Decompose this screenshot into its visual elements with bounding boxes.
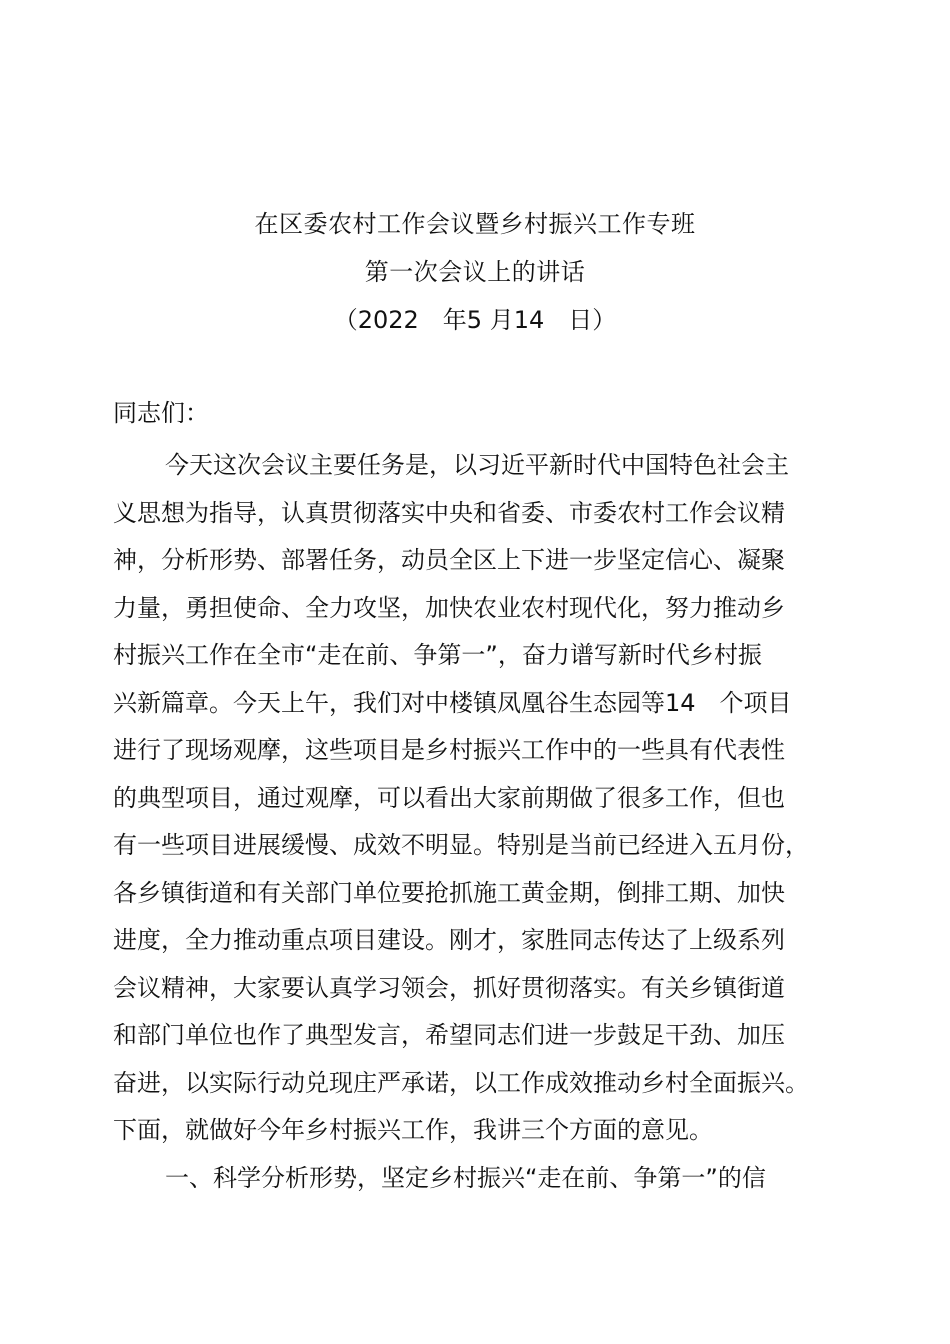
paragraph-line: 的典型项目，通过观摩，可以看出大家前期做了很多工作，但也 [113, 783, 785, 812]
paragraph-line: 今天这次会议主要任务是，以习近平新时代中国特色社会主 [165, 451, 789, 479]
document-subtitle: 第一次会议上的讲话 [364, 258, 586, 286]
document-title: 在区委农村工作会议暨乡村振兴工作专班 [254, 210, 696, 238]
title-block [0, 200, 950, 344]
body-text [113, 442, 848, 1202]
paragraph-line: 兴新篇章。今天上午，我们对中楼镇凤凰谷生态园等14 个项目 [113, 688, 792, 717]
paragraph-line: 村振兴工作在全市“走在前、争第一”，奋力谱写新时代乡村振 [113, 641, 762, 669]
paragraph-line: 力量，勇担使命、全力攻坚，加快农业农村现代化，努力推动乡 [113, 593, 785, 622]
paragraph-line: 神，分析形势、部署任务，动员全区上下进一步坚定信心、凝聚 [113, 546, 785, 574]
paragraph-line: 进度，全力推动重点项目建设。刚才，家胜同志传达了上级系列 [113, 926, 785, 954]
paragraph-line: 义思想为指导，认真贯彻落实中央和省委、市委农村工作会议精 [113, 498, 785, 527]
paragraph-line: 进行了现场观摩，这些项目是乡村振兴工作中的一些具有代表性 [113, 736, 785, 764]
salutation: 同志们： [113, 399, 209, 427]
paragraph-line: 有一些项目进展缓慢、成效不明显。特别是当前已经进入五月份， [113, 831, 809, 859]
paragraph-line: 各乡镇街道和有关部门单位要抢抓施工黄金期，倒排工期、加快 [113, 878, 785, 907]
paragraph-line: 会议精神，大家要认真学习领会，抓好贯彻落实。有关乡镇街道 [113, 973, 785, 1002]
section-heading-line: 一、科学分析形势，坚定乡村振兴“走在前、争第一”的信 [165, 1163, 766, 1192]
paragraph-line: 和部门单位也作了典型发言，希望同志们进一步鼓足干劲、加压 [113, 1021, 785, 1049]
document-date: （2022 年5 月14 日） [333, 306, 617, 334]
paragraph-line: 下面，就做好今年乡村振兴工作，我讲三个方面的意见。 [113, 1116, 713, 1144]
paragraph-line: 奋进，以实际行动兑现庄严承诺，以工作成效推动乡村全面振兴。 [113, 1068, 809, 1097]
